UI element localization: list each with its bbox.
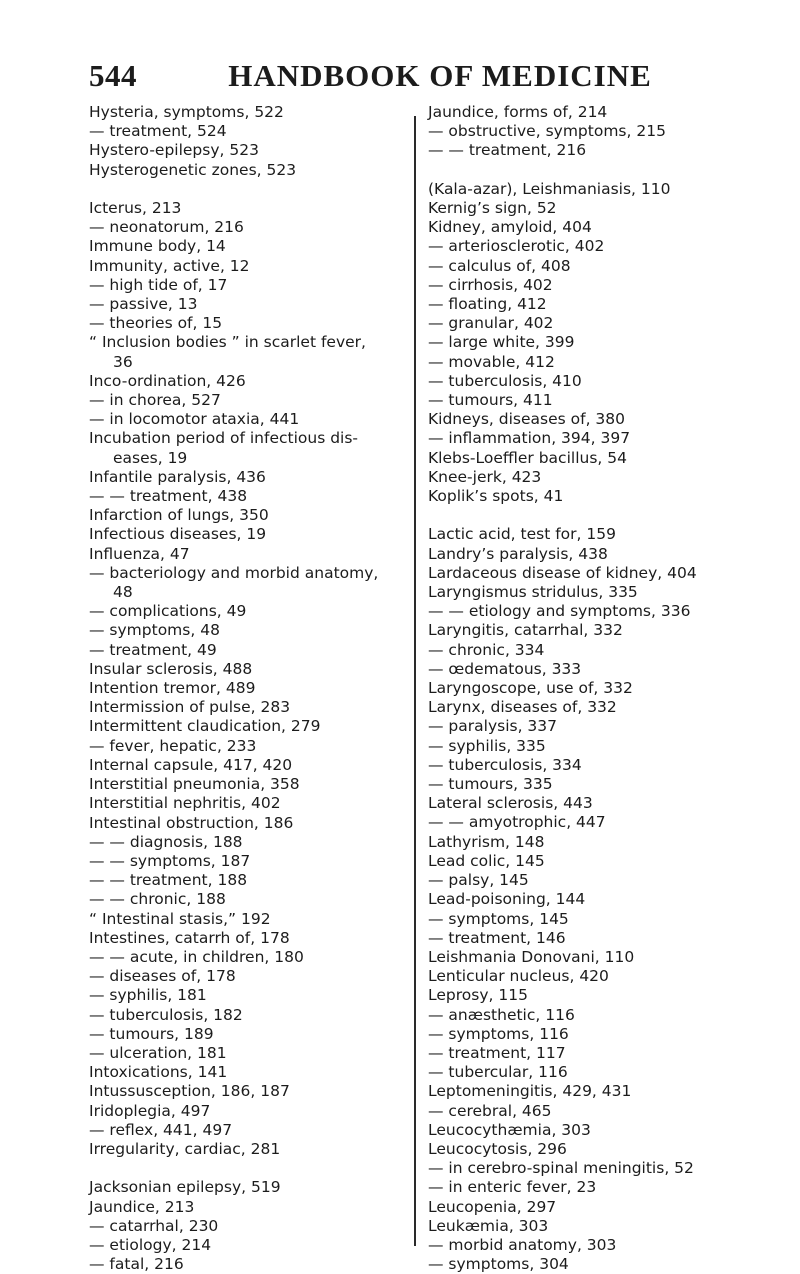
index-entry: — obstructive, symptoms, 215 <box>428 122 666 141</box>
index-entry: Irregularity, cardiac, 281 <box>89 1139 281 1158</box>
index-entry: — in enteric fever, 23 <box>428 1178 597 1197</box>
index-entry: Intestinal obstruction, 186 <box>89 813 294 832</box>
index-entry: Intermission of pulse, 283 <box>89 698 291 717</box>
index-entry-continuation: 48 <box>113 583 133 602</box>
index-entry: Lenticular nucleus, 420 <box>428 967 609 986</box>
index-entry: Leishmania Donovani, 110 <box>428 947 635 966</box>
index-entry: Larynx, diseases of, 332 <box>428 698 617 717</box>
index-entry: — bacteriology and morbid anatomy, <box>89 563 379 582</box>
index-entry: Leukæmia, 303 <box>428 1216 549 1235</box>
index-entry: — in chorea, 527 <box>89 391 221 410</box>
index-entry: — tuberculosis, 334 <box>428 755 582 774</box>
index-entry: — calculus of, 408 <box>428 256 571 275</box>
index-entry: — passive, 13 <box>89 295 198 314</box>
index-entry: — œdematous, 333 <box>428 659 582 678</box>
index-entry: — high tide of, 17 <box>89 275 228 294</box>
index-entry: — — diagnosis, 188 <box>89 832 243 851</box>
index-entry: — tuberculosis, 410 <box>428 371 582 390</box>
index-entry-continuation: eases, 19 <box>113 448 188 467</box>
index-entry: — tumours, 189 <box>89 1024 214 1043</box>
index-entry: — symptoms, 304 <box>428 1255 569 1274</box>
index-entry: Laryngoscope, use of, 332 <box>428 679 633 698</box>
index-entry: Interstitial pneumonia, 358 <box>89 775 300 794</box>
index-entry: — etiology, 214 <box>89 1235 212 1254</box>
index-entry: Insular sclerosis, 488 <box>89 659 253 678</box>
index-entry: Intestines, catarrh of, 178 <box>89 928 290 947</box>
index-entry: Kernig’s sign, 52 <box>428 199 557 217</box>
index-entry: Jacksonian epilepsy, 519 <box>89 1178 281 1197</box>
index-entry: Leprosy, 115 <box>428 986 528 1005</box>
index-column-left <box>89 103 407 1274</box>
index-entry: — — etiology and symptoms, 336 <box>428 602 691 621</box>
index-entry: Leucopenia, 297 <box>428 1197 557 1216</box>
index-entry: — treatment, 524 <box>89 122 227 141</box>
index-entry: Laryngitis, catarrhal, 332 <box>428 621 623 640</box>
index-entry-continuation: 36 <box>113 352 133 371</box>
index-entry: Incubation period of infectious dis- <box>89 429 359 448</box>
index-entry: Intoxications, 141 <box>89 1063 228 1082</box>
index-entry: Knee-jerk, 423 <box>428 467 542 486</box>
index-entry: — palsy, 145 <box>428 871 529 890</box>
index-entry: — — treatment, 188 <box>89 871 248 890</box>
page-header <box>0 58 800 98</box>
index-entry: — cerebral, 465 <box>428 1101 552 1120</box>
index-entry: Hystero-epilepsy, 523 <box>89 141 259 160</box>
index-entry: Hysteria, symptoms, 522 <box>89 103 284 121</box>
index-entry: Inco-ordination, 426 <box>89 371 246 390</box>
index-section-gap <box>428 161 800 180</box>
index-entry: Influenza, 47 <box>89 544 190 563</box>
index-entry: Lardaceous disease of kidney, 404 <box>428 563 697 582</box>
index-entry: — symptoms, 116 <box>428 1024 569 1043</box>
index-entry: — theories of, 15 <box>89 314 223 333</box>
index-entry: — — chronic, 188 <box>89 890 226 909</box>
column-divider <box>414 116 416 1246</box>
index-entry: Hysterogenetic zones, 523 <box>89 160 297 179</box>
index-section-gap <box>428 506 800 525</box>
index-entry: Lead colic, 145 <box>428 851 545 870</box>
index-entry: (Kala-azar), Leishmaniasis, 110 <box>428 179 671 198</box>
index-entry: — floating, 412 <box>428 295 547 314</box>
index-entry: “ Inclusion bodies ” in scarlet fever, <box>89 333 366 352</box>
index-entry: Kidneys, diseases of, 380 <box>428 410 626 429</box>
index-entry: — chronic, 334 <box>428 640 545 659</box>
index-entry: Icterus, 213 <box>89 199 182 217</box>
index-entry: — symptoms, 145 <box>428 909 569 928</box>
index-entry: — movable, 412 <box>428 352 555 371</box>
index-entry: Klebs-Loeffler bacillus, 54 <box>428 448 627 467</box>
index-entry: Infectious diseases, 19 <box>89 525 267 544</box>
index-entry: — — acute, in children, 180 <box>89 947 304 966</box>
index-entry: Lateral sclerosis, 443 <box>428 794 593 813</box>
index-entry: — fever, hepatic, 233 <box>89 736 257 755</box>
index-entry: Infantile paralysis, 436 <box>89 467 266 486</box>
index-entry: Internal capsule, 417, 420 <box>89 755 293 774</box>
index-entry: — morbid anatomy, 303 <box>428 1235 617 1254</box>
index-entry: — — treatment, 216 <box>428 141 587 160</box>
index-entry: Immune body, 14 <box>89 237 226 256</box>
index-entry: Jaundice, 213 <box>89 1197 195 1216</box>
index-entry: Interstitial nephritis, 402 <box>89 794 281 813</box>
index-entry: Koplik’s spots, 41 <box>428 487 564 506</box>
index-entry: “ Intestinal stasis,” 192 <box>89 909 271 928</box>
index-entry: — syphilis, 181 <box>89 986 207 1005</box>
index-entry: — granular, 402 <box>428 314 554 333</box>
index-entry: Landry’s paralysis, 438 <box>428 544 608 563</box>
index-entry: — tumours, 411 <box>428 391 553 410</box>
index-entry: — fatal, 216 <box>89 1255 184 1274</box>
index-entry: — large white, 399 <box>428 333 575 352</box>
running-head: HANDBOOK OF MEDICINE <box>228 58 652 93</box>
index-entry: — in locomotor ataxia, 441 <box>89 410 300 429</box>
index-entry: — complications, 49 <box>89 602 247 621</box>
index-entry: — catarrhal, 230 <box>89 1216 219 1235</box>
index-entry: — — treatment, 438 <box>89 487 248 506</box>
index-column-right <box>428 103 800 1274</box>
index-entry: — treatment, 49 <box>89 640 217 659</box>
index-entry: — paralysis, 337 <box>428 717 558 736</box>
index-entry: Infarction of lungs, 350 <box>89 506 269 525</box>
index-entry: — tumours, 335 <box>428 775 553 794</box>
index-entry: — anæsthetic, 116 <box>428 1005 575 1024</box>
index-entry: — diseases of, 178 <box>89 967 236 986</box>
index-section-gap <box>89 180 407 199</box>
index-entry: Lead-poisoning, 144 <box>428 890 586 909</box>
index-entry: Intermittent claudication, 279 <box>89 717 321 736</box>
page-number: 544 <box>89 58 137 93</box>
index-entry: Leptomeningitis, 429, 431 <box>428 1082 632 1101</box>
index-entry: — neonatorum, 216 <box>89 218 244 237</box>
index-entry: — arteriosclerotic, 402 <box>428 237 605 256</box>
index-entry: — ulceration, 181 <box>89 1043 227 1062</box>
index-entry: — tuberculosis, 182 <box>89 1005 243 1024</box>
index-entry: — — amyotrophic, 447 <box>428 813 606 832</box>
index-entry: Leucocytosis, 296 <box>428 1139 567 1158</box>
index-entry: — reflex, 441, 497 <box>89 1120 233 1139</box>
index-entry: Immunity, active, 12 <box>89 256 250 275</box>
index-entry: Laryngismus stridulus, 335 <box>428 583 638 602</box>
index-entry: Kidney, amyloid, 404 <box>428 218 592 237</box>
index-entry: Jaundice, forms of, 214 <box>428 103 608 121</box>
index-entry: — — symptoms, 187 <box>89 851 251 870</box>
index-entry: — treatment, 117 <box>428 1043 566 1062</box>
index-entry: — treatment, 146 <box>428 928 566 947</box>
index-entry: Leucocythæmia, 303 <box>428 1120 591 1139</box>
index-entry: — syphilis, 335 <box>428 736 546 755</box>
index-entry: — cirrhosis, 402 <box>428 275 553 294</box>
index-entry: Intention tremor, 489 <box>89 679 256 698</box>
index-entry: Lathyrism, 148 <box>428 832 545 851</box>
index-entry: — in cerebro-spinal meningitis, 52 <box>428 1159 694 1178</box>
index-entry: — inflammation, 394, 397 <box>428 429 631 448</box>
index-entry: — tubercular, 116 <box>428 1063 568 1082</box>
index-section-gap <box>89 1159 407 1178</box>
index-entry: Iridoplegia, 497 <box>89 1101 211 1120</box>
index-entry: — symptoms, 48 <box>89 621 220 640</box>
index-entry: Intussusception, 186, 187 <box>89 1082 290 1101</box>
index-entry: Lactic acid, test for, 159 <box>428 525 616 544</box>
